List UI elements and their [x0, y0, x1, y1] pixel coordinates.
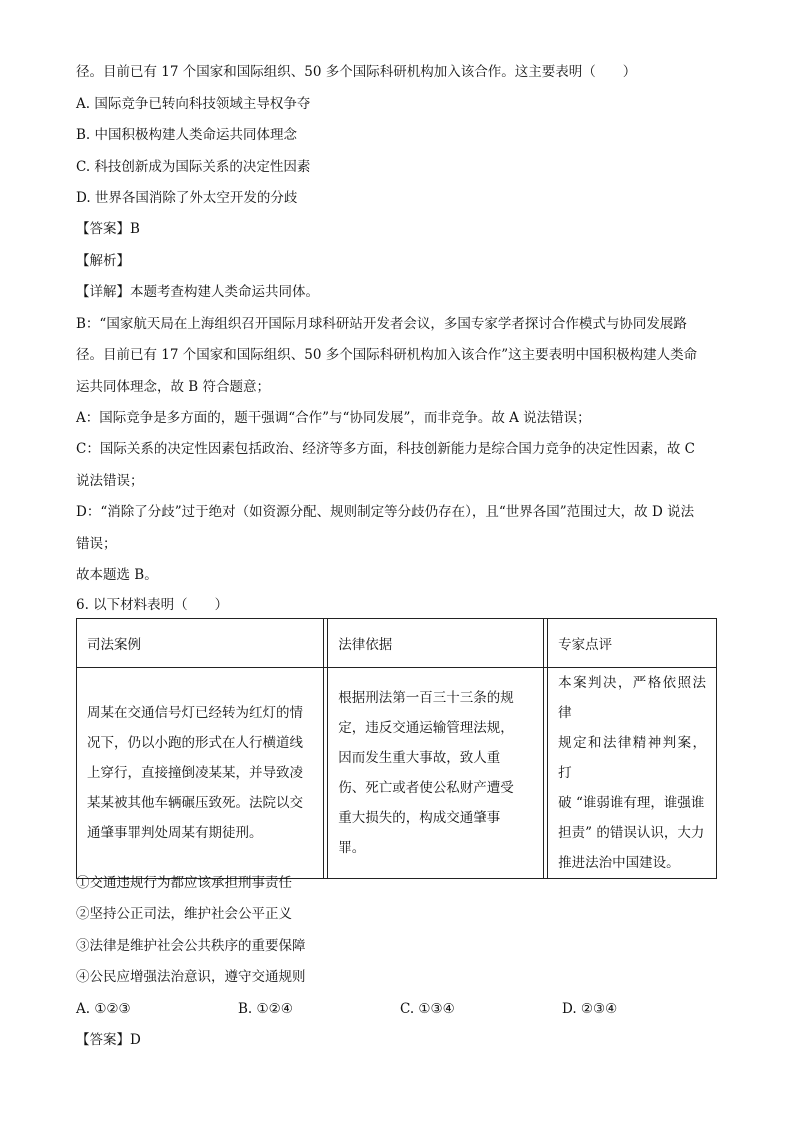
comment-cell	[548, 668, 717, 879]
law-line: 伤、死亡或者使公私财产遭受	[338, 780, 514, 796]
detail-intro: 本题考查构建人类命运共同体。	[130, 284, 319, 300]
comment-line: 本案判决，严格依照法律	[558, 675, 706, 721]
case-line: 某某被其他车辆碾压致死。法院以交	[87, 795, 303, 811]
answer-label: 【答案】	[76, 221, 130, 237]
analysis-line: 错误；	[76, 536, 117, 552]
comment-line: 担责” 的错误认识，大力	[558, 825, 705, 841]
case-line: 周某在交通信号灯已经转为红灯的情	[87, 705, 303, 721]
law-line: 因而发生重大事故，致人重	[338, 750, 501, 766]
statement-4: ④公民应增强法治意识，遵守交通规则	[76, 969, 306, 985]
statement-1: ①交通违规行为都应该承担刑事责任	[76, 875, 292, 891]
question5-stem-tail: 径。目前已有 17 个国家和国际组织、50 多个国际科研机构加入该合作。这主要表明（ ）	[76, 64, 637, 80]
law-line: 定，违反交通运输管理法规，	[338, 720, 514, 736]
analysis-line: 说法错误；	[76, 473, 144, 489]
law-line: 根据刑法第一百三十三条的规	[338, 690, 514, 706]
question5-analysis-label: 【解析】	[76, 253, 130, 269]
case-line: 通肇事罪判处周某有期徒刑。	[87, 825, 263, 841]
law-line: 罪。	[338, 840, 366, 856]
answer-label: 【答案】	[76, 1032, 130, 1048]
question5-option-c: C. 科技创新成为国际关系的决定性因素	[76, 159, 311, 175]
analysis-line: 径。目前已有 17 个国家和国际组织、50 多个国际科研机构加入该合作”这主要表明中国积极构建人类命	[76, 347, 698, 363]
law-cell	[328, 668, 544, 879]
question6-stem: 6. 以下材料表明（ ）	[76, 597, 229, 613]
question5-detail	[76, 283, 319, 301]
analysis-line: C：国际关系的决定性因素包括政治、经济等多方面，科技创新能力是综合国力竞争的决定性因素，故 C	[76, 441, 695, 457]
case-cell	[77, 668, 324, 879]
question5-option-d: D. 世界各国消除了外太空开发的分歧	[76, 190, 298, 206]
analysis-line: A：国际竞争是多方面的，题干强调“合作”与“协同发展”，而非竞争。故 A 说法错误；	[76, 410, 591, 426]
answer-value: D	[130, 1032, 141, 1048]
answer-value: B	[130, 221, 140, 237]
comment-line: 破 “谁弱谁有理，谁强谁	[558, 795, 705, 811]
question6-option-b: B. ①②④	[238, 1001, 293, 1017]
detail-label: 【详解】	[76, 284, 130, 300]
question6-option-c: C. ①③④	[400, 1001, 455, 1017]
analysis-line: 故本题选 B。	[76, 567, 158, 583]
question5-answer	[76, 220, 140, 238]
question5-option-a: A. 国际竞争已转向科技领域主导权争夺	[76, 96, 311, 112]
case-line: 况下，仍以小跑的形式在人行横道线	[87, 735, 303, 751]
law-line: 重大损失的，构成交通肇事	[338, 810, 501, 826]
question6-option-d: D. ②③④	[562, 1001, 618, 1017]
case-table	[76, 618, 717, 879]
comment-line: 规定和法律精神判案，打	[558, 735, 706, 781]
analysis-line: 运共同体理念，故 B 符合题意；	[76, 379, 271, 395]
question6-answer	[76, 1031, 141, 1049]
analysis-line: B：“国家航天局在上海组织召开国际月球科研站开发者会议，多国专家学者探讨合作模式与协同发展路	[76, 316, 687, 332]
comment-line: 推进法治中国建设。	[558, 855, 680, 871]
table-row	[77, 668, 717, 879]
table-header-cell: 司法案例	[77, 619, 324, 668]
table-header-row	[77, 619, 717, 668]
statement-3: ③法律是维护社会公共秩序的重要保障	[76, 938, 306, 954]
analysis-line: D：“消除了分歧”过于绝对（如资源分配、规则制定等分歧仍存在），且“世界各国”范围过大，故 D 说法	[76, 504, 695, 520]
case-line: 上穿行，直接撞倒凌某某，并导致凌	[87, 765, 303, 781]
table-header-cell: 法律依据	[328, 619, 544, 668]
statement-2: ②坚持公正司法，维护社会公平正义	[76, 906, 292, 922]
table-header-cell: 专家点评	[548, 619, 717, 668]
question6-option-a: A. ①②③	[76, 1001, 131, 1017]
question5-option-b: B. 中国积极构建人类命运共同体理念	[76, 127, 298, 143]
